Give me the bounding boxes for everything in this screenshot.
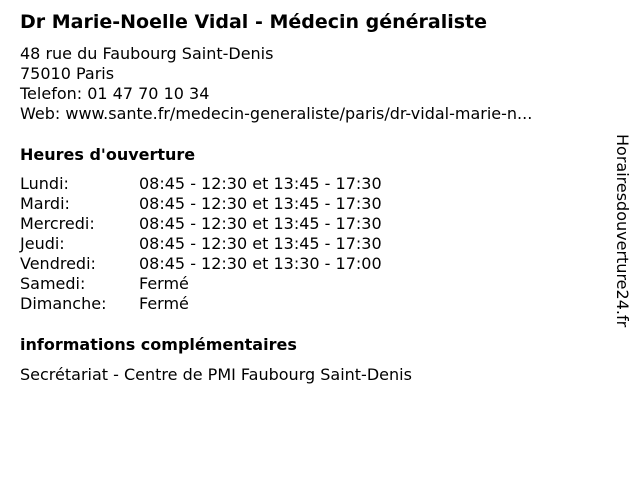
- day-hours: 08:45 - 12:30 et 13:45 - 17:30: [139, 234, 382, 253]
- day-hours: 08:45 - 12:30 et 13:45 - 17:30: [139, 214, 382, 233]
- website-link[interactable]: Web: www.sante.fr/medecin-generaliste/paris/dr-vidal-marie-n...: [20, 104, 533, 123]
- hours-row-friday: [20, 254, 382, 274]
- day-label: Dimanche:: [20, 294, 107, 313]
- opening-hours-table: [20, 174, 382, 314]
- day-hours: Fermé: [139, 294, 189, 313]
- day-label: Jeudi:: [20, 234, 65, 253]
- day-label: Vendredi:: [20, 254, 96, 273]
- day-hours: Fermé: [139, 274, 189, 293]
- day-label: Mercredi:: [20, 214, 95, 233]
- hours-row-tuesday: [20, 194, 382, 214]
- additional-info-text: Secrétariat - Centre de PMI Faubourg Saint-Denis: [20, 365, 412, 384]
- site-watermark: Horairesdouverture24.fr: [613, 134, 632, 328]
- day-hours: 08:45 - 12:30 et 13:30 - 17:00: [139, 254, 382, 273]
- page-title: Dr Marie-Noelle Vidal - Médecin généraliste: [20, 11, 488, 33]
- phone-number: Telefon: 01 47 70 10 34: [20, 84, 210, 103]
- street-address: 48 rue du Faubourg Saint-Denis: [20, 44, 274, 63]
- opening-hours-heading: Heures d'ouverture: [20, 145, 196, 164]
- hours-row-saturday: [20, 274, 382, 294]
- day-hours: 08:45 - 12:30 et 13:45 - 17:30: [139, 194, 382, 213]
- hours-row-wednesday: [20, 214, 382, 234]
- day-label: Lundi:: [20, 174, 69, 193]
- address-block: [20, 44, 532, 124]
- city-address: 75010 Paris: [20, 64, 115, 83]
- hours-row-sunday: [20, 294, 382, 314]
- day-hours: 08:45 - 12:30 et 13:45 - 17:30: [139, 174, 382, 193]
- day-label: Mardi:: [20, 194, 70, 213]
- hours-row-thursday: [20, 234, 382, 254]
- hours-row-monday: [20, 174, 382, 194]
- day-label: Samedi:: [20, 274, 86, 293]
- additional-info-heading: informations complémentaires: [20, 335, 297, 354]
